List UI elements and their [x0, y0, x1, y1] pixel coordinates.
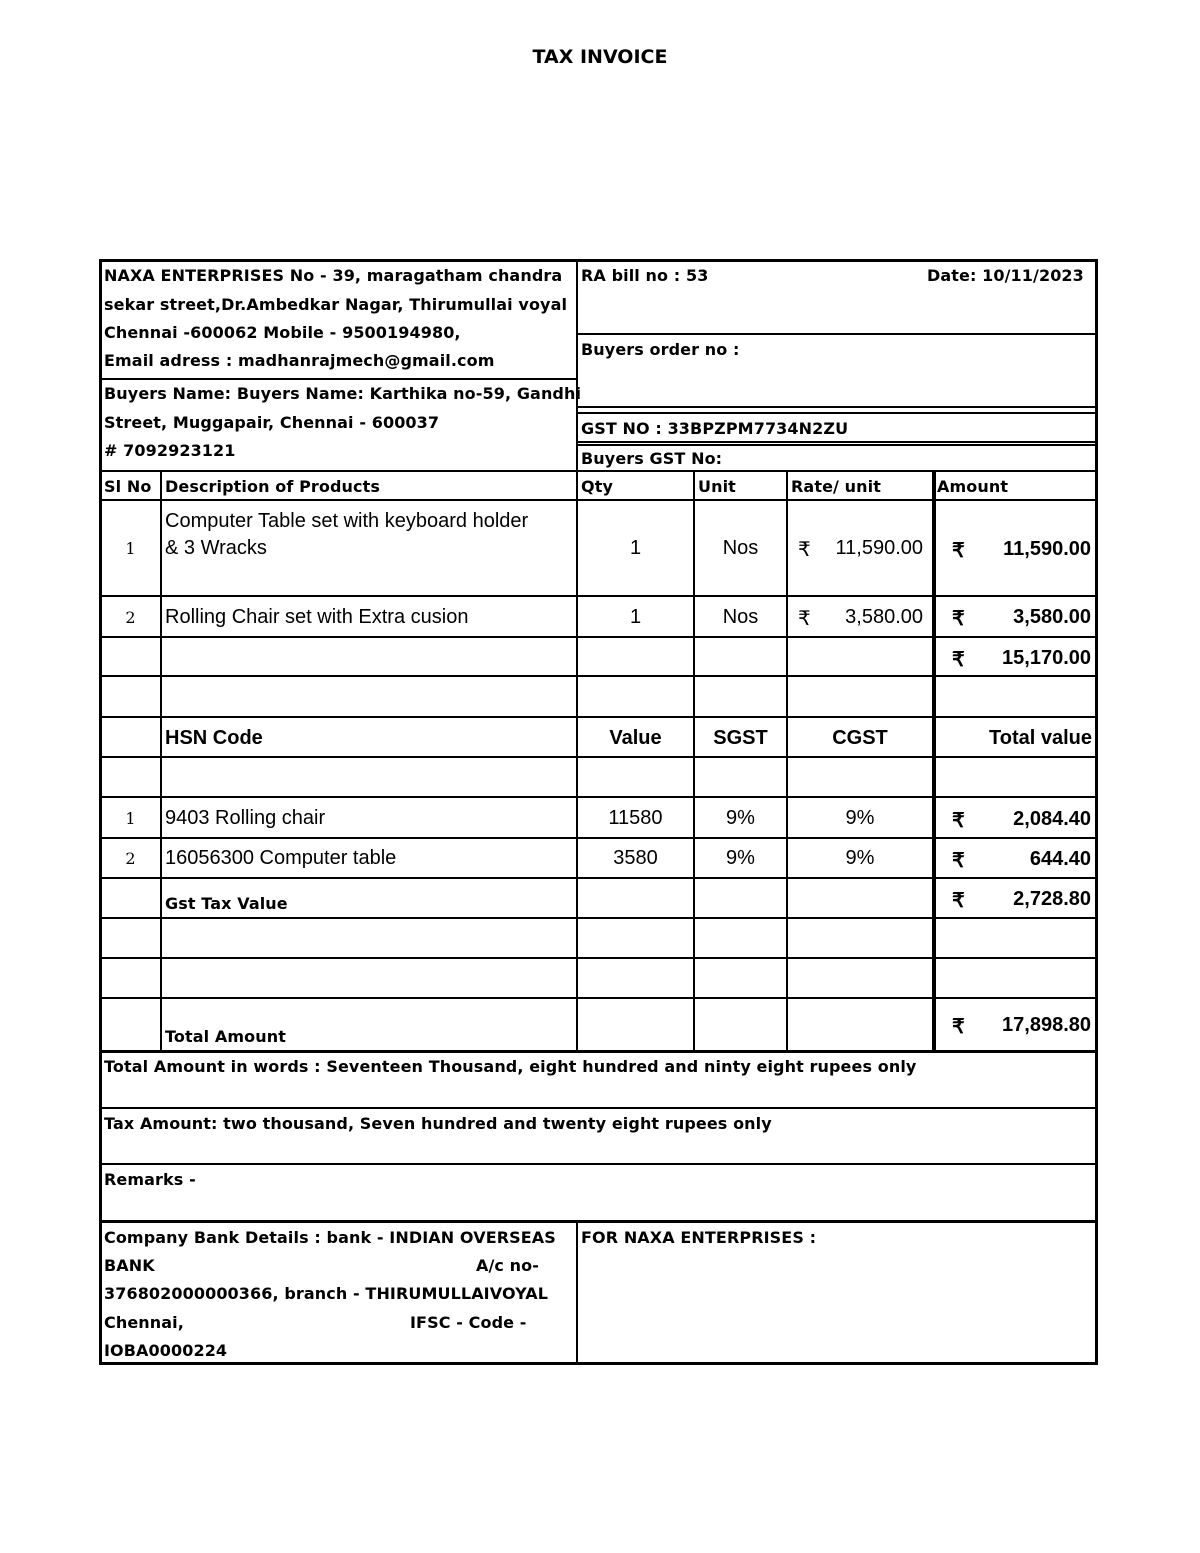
- header-rate: Rate/ unit: [791, 477, 881, 496]
- invoice-title: TAX INVOICE: [532, 46, 668, 68]
- remarks: Remarks -: [104, 1170, 196, 1189]
- ra-bill-no: RA bill no : 53: [581, 266, 709, 285]
- buyer-line-1: Buyers Name: Buyers Name: Karthika no-59, Gandhi: [104, 384, 582, 403]
- total-amount-label: Total Amount: [165, 1027, 286, 1046]
- bank-account-label: A/c no-: [476, 1256, 540, 1275]
- tax-in-words: Tax Amount: two thousand, Seven hundred and twenty eight rupees only: [104, 1114, 772, 1133]
- item-2-rate: 3,580.00: [845, 606, 923, 628]
- hsn-header-sgst: SGST: [713, 727, 768, 749]
- item-1-unit: Nos: [722, 537, 759, 559]
- item-2-sl: 2: [125, 608, 136, 627]
- subtotal-amount: 15,170.00: [1002, 647, 1091, 669]
- bank-line-1: Company Bank Details : bank - INDIAN OVERSEAS: [104, 1228, 556, 1247]
- item-1-desc-line-1: Computer Table set with keyboard holder: [165, 510, 529, 532]
- bank-city: Chennai,: [104, 1313, 184, 1332]
- buyer-phone: # 7092923121: [104, 441, 236, 460]
- item-1-desc-line-2: & 3 Wracks: [165, 537, 267, 559]
- hsn-1-cgst: 9%: [845, 807, 875, 829]
- gst-tax-value: 2,728.80: [1013, 888, 1091, 910]
- hsn-1-code: 9403 Rolling chair: [165, 807, 326, 829]
- header-qty: Qty: [581, 477, 613, 496]
- item-1-qty: 1: [629, 537, 642, 559]
- total-in-words: Total Amount in words : Seventeen Thousand, eight hundred and ninty eight rupees only: [104, 1057, 917, 1076]
- hsn-2-value: 3580: [613, 847, 658, 869]
- hsn-1-value: 11580: [608, 807, 663, 829]
- seller-email: Email adress : madhanrajmech@gmail.com: [104, 351, 495, 370]
- hsn-header-cgst: CGST: [832, 727, 888, 749]
- item-1-rate-currency: ₹: [798, 539, 811, 561]
- hsn-2-sl: 2: [125, 849, 136, 868]
- signatory-label: FOR NAXA ENTERPRISES :: [581, 1228, 817, 1247]
- hsn-1-sl: 1: [125, 809, 136, 828]
- gst-tax-currency: ₹: [952, 890, 965, 912]
- bank-ifsc-code: IOBA0000224: [104, 1341, 228, 1360]
- hsn-2-cgst: 9%: [845, 847, 875, 869]
- hsn-2-total: 644.40: [1029, 848, 1091, 870]
- item-1-sl: 1: [125, 539, 136, 558]
- header-amount: Amount: [937, 477, 1009, 496]
- hsn-2-code: 16056300 Computer table: [165, 847, 397, 869]
- total-amount-value: 17,898.80: [1002, 1014, 1091, 1036]
- seller-gst-no: GST NO : 33BPZPM7734N2ZU: [581, 419, 849, 438]
- total-amount-currency: ₹: [952, 1016, 965, 1038]
- hsn-header-total: Total value: [989, 727, 1092, 749]
- seller-line-2: sekar street,Dr.Ambedkar Nagar, Thirumullai voyal: [104, 295, 568, 314]
- hsn-1-total-currency: ₹: [952, 810, 965, 832]
- invoice-date: Date: 10/11/2023: [927, 266, 1084, 285]
- bank-line-3: 376802000000366, branch - THIRUMULLAIVOYAL: [104, 1284, 549, 1303]
- item-1-rate: 11,590.00: [835, 537, 923, 559]
- seller-line-3: Chennai -600062 Mobile - 9500194980,: [104, 323, 461, 342]
- gst-tax-label: Gst Tax Value: [165, 894, 288, 913]
- subtotal-currency: ₹: [952, 649, 965, 671]
- seller-line-1: NAXA ENTERPRISES No - 39, maragatham chandra: [104, 266, 563, 285]
- hsn-2-sgst: 9%: [726, 847, 755, 869]
- header-sl-no: Sl No: [104, 477, 152, 496]
- hsn-header-value: Value: [609, 727, 662, 749]
- header-description: Description of Products: [165, 477, 380, 496]
- hsn-header-code: HSN Code: [165, 727, 263, 749]
- item-1-amount-currency: ₹: [952, 540, 965, 562]
- bank-ifsc-label: IFSC - Code -: [410, 1313, 527, 1332]
- hsn-1-sgst: 9%: [726, 807, 755, 829]
- item-1-amount: 11,590.00: [1003, 538, 1091, 560]
- item-2-unit: Nos: [722, 606, 759, 628]
- hsn-1-total: 2,084.40: [1013, 808, 1091, 830]
- buyers-gst-no: Buyers GST No:: [581, 449, 723, 468]
- buyer-line-2: Street, Muggapair, Chennai - 600037: [104, 413, 440, 432]
- item-2-desc: Rolling Chair set with Extra cusion: [165, 606, 469, 628]
- bank-line-2a: BANK: [104, 1256, 155, 1275]
- hsn-2-total-currency: ₹: [952, 850, 965, 872]
- item-2-amount-currency: ₹: [952, 608, 965, 630]
- item-2-amount: 3,580.00: [1013, 606, 1091, 628]
- buyers-order-no: Buyers order no :: [581, 340, 740, 359]
- item-2-rate-currency: ₹: [798, 608, 811, 630]
- item-2-qty: 1: [629, 606, 642, 628]
- header-unit: Unit: [698, 477, 736, 496]
